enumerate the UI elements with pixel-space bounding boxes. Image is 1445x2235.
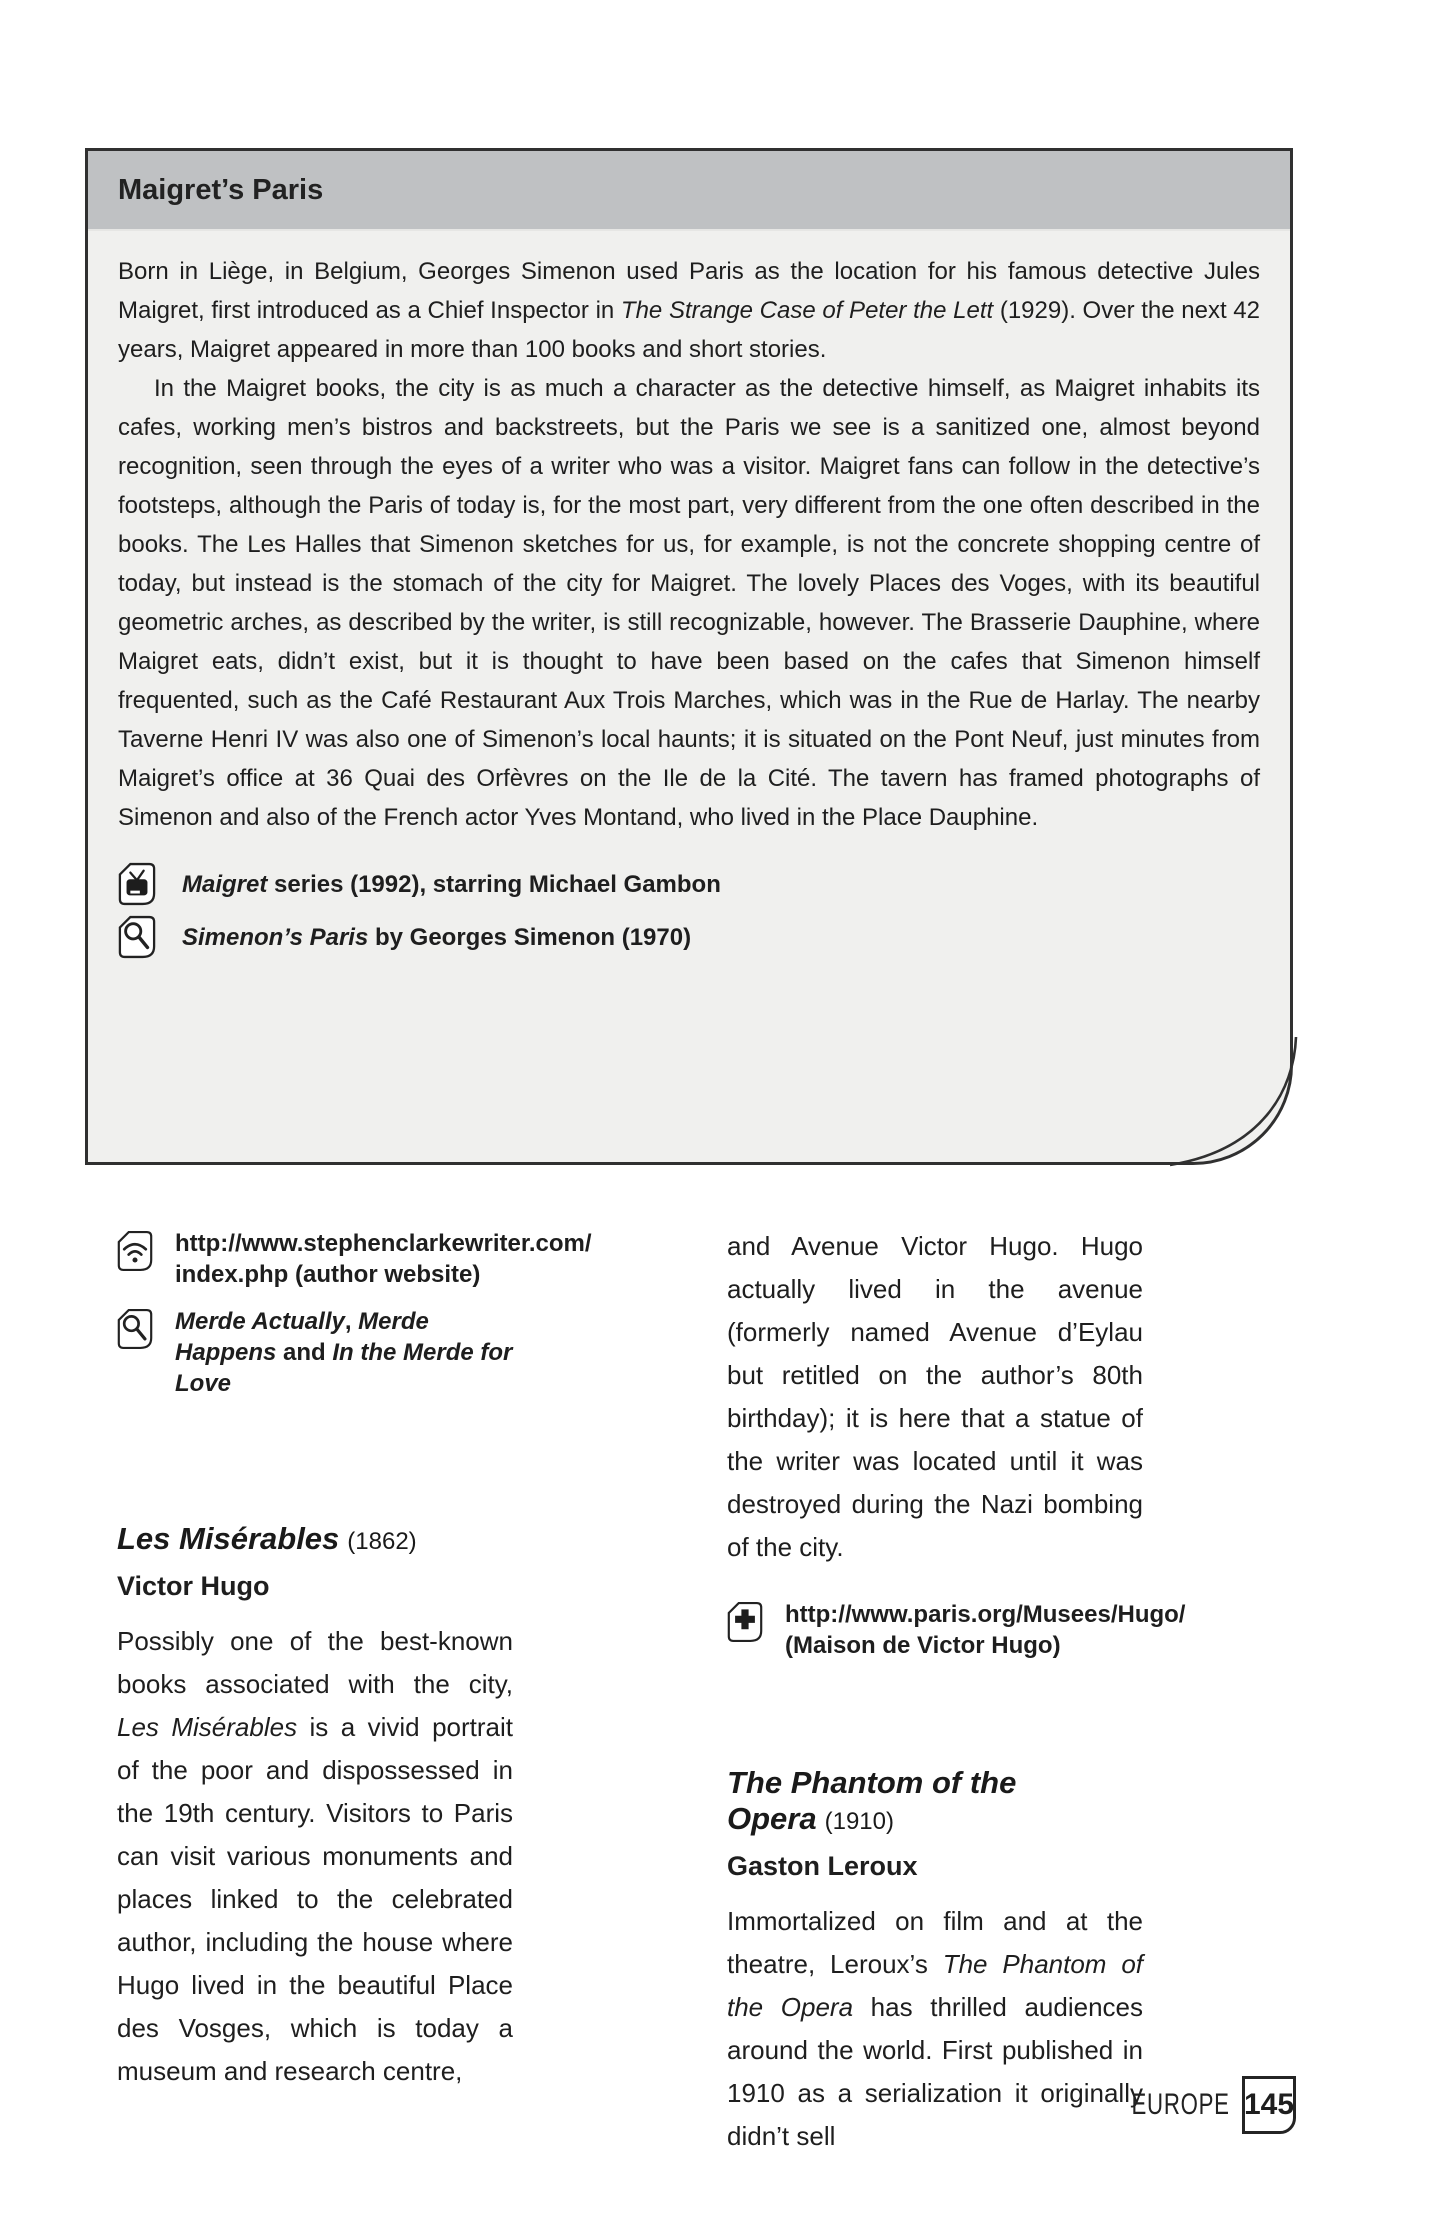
plus-icon [727,1601,763,1643]
resource-url-text [175,1228,592,1290]
page-footer [1097,2076,1296,2134]
entry-author-gaston-leroux: Gaston Leroux [727,1851,918,1881]
magnifier-icon [118,915,156,959]
paragraph-text: Possibly one of the best-known books associated with the city, [117,1626,513,1699]
book-title-italic: Merde Actually [175,1308,345,1335]
feature-paragraph-1 [118,252,1260,369]
entry-title-text: Les Misérables [117,1521,340,1556]
entry-title-text: The Phantom of the Opera [727,1765,1017,1836]
resource-author-website [117,1228,592,1290]
url-line: index.php (author website) [175,1261,481,1288]
book-title-italic: The Phantom of the Opera [727,1949,1144,2022]
book-title-italic: In the Merde for Love [175,1339,513,1397]
left-column [117,1228,592,2093]
paragraph-text: is a vivid portrait of the poor and dispossessed in the 19th century. Visitors to Paris can visit various monuments and places linked to the celebrated author, including the house where Hugo lived in the beautiful Place des Vosges, which is today a museum and research centre, [117,1712,513,2086]
feature-box-title: Maigret’s Paris [118,173,324,206]
media-reference-tv [118,862,1260,906]
resource-merde-books [117,1306,513,1399]
page-number-box [1242,2076,1296,2134]
url-line: http://www.stephenclarkewriter.com/ [175,1230,592,1257]
entry-author-victor-hugo: Victor Hugo [117,1571,270,1601]
phantom-paragraph [727,1900,1143,2158]
media-reference-text [182,922,691,953]
paragraph-text: (1929). Over the next 42 years, Maigret appeared in more than 100 books and short stories. [118,297,1260,363]
book-title-italic: Simenon’s Paris [182,923,369,951]
entry-title-phantom-opera [727,1765,1143,1837]
paragraph-text: has thrilled audiences around the world. First published in 1910 as a serialization it originally didn’t sell [727,1992,1143,2151]
page-curl-decoration [1164,1034,1299,1169]
reference-text: , [344,1308,359,1335]
reference-text: series (1992), starring Michael Gambon [267,870,721,898]
paragraph-text: Born in Liège, in Belgium, Georges Simenon used Paris as the location for his famous detective Jules Maigret, first introduced as a Chief Inspector in [118,258,1260,324]
entry-title-les-miserables [117,1521,513,1557]
feature-paragraph-2: In the Maigret books, the city is as much a character as the detective himself, as Maigret inhabits its cafes, working men’s bistros and backstreets, but the Paris we see is a sanitized one, almost beyond recognition, seen through the eyes of a writer who was a visitor. Maigret fans can follow in the detective’s footsteps, although the Paris of today is, for the most part, very different from the one often described in the books. The Les Halles that Simenon sketches for us, for example, is not the concrete shopping centre of today, but instead is the stomach of the city for Maigret. The lovely Places des Voges, with its beautiful geometric arches, as described by the writer, is still recognizable, however. The Brasserie Dauphine, where Maigret eats, didn’t exist, but it is thought to have been based on the cafes that Simenon himself frequented, such as the Café Restaurant Aux Trois Marches, which was in the Rue de Harlay. The nearby Taverne Henri IV was also one of Simenon’s local haunts; it is situated on the Pont Neuf, just minutes from Maigret’s office at 36 Quai des Orfèvres on the Ile de la Cité. The tavern has framed photographs of Simenon and also of the French actor Yves Montand, who lived in the Place Dauphine. [118,375,1260,831]
entry-year: (1910) [824,1808,894,1835]
les-miserables-paragraph [117,1620,513,2093]
maigret-feature-box [85,148,1293,1165]
page-number: 145 [1243,2088,1295,2121]
resource-url-text [785,1599,1185,1661]
feature-box-body [88,231,1290,959]
entry-year: (1862) [347,1528,417,1555]
media-reference-book [118,915,1260,959]
magnifier-icon [117,1308,153,1350]
wifi-icon [117,1230,153,1272]
book-title-italic: Merde Happens [175,1308,429,1366]
footer-section-label: EUROPE [1131,2088,1230,2121]
hugo-continuation-paragraph: and Avenue Victor Hugo. Hugo actually lived in the avenue (formerly named Avenue d’Eylau but retitled on the author’s 80th birthday); it is here that a statue of the writer was located until it was destroyed during the Nazi bombing of the city. [727,1231,1143,1562]
book-title-italic: The Strange Case of Peter the Lett [620,297,994,324]
reference-text: and [276,1339,333,1366]
media-reference-text [182,869,721,900]
book-title-italic: Les Misérables [117,1712,298,1742]
series-title-italic: Maigret [182,870,268,898]
resource-maison-victor-hugo [727,1599,1186,1661]
media-reference-list [118,862,1260,959]
url-line: http://www.paris.org/Musees/Hugo/ [785,1601,1186,1628]
feature-box-header [88,151,1290,231]
resource-books-text [175,1306,513,1399]
paragraph-text: Immortalized on film and at the theatre, Leroux’s [727,1906,1143,1979]
url-line: (Maison de Victor Hugo) [785,1632,1061,1659]
tv-icon [118,862,156,906]
reference-text: by Georges Simenon (1970) [368,923,692,951]
